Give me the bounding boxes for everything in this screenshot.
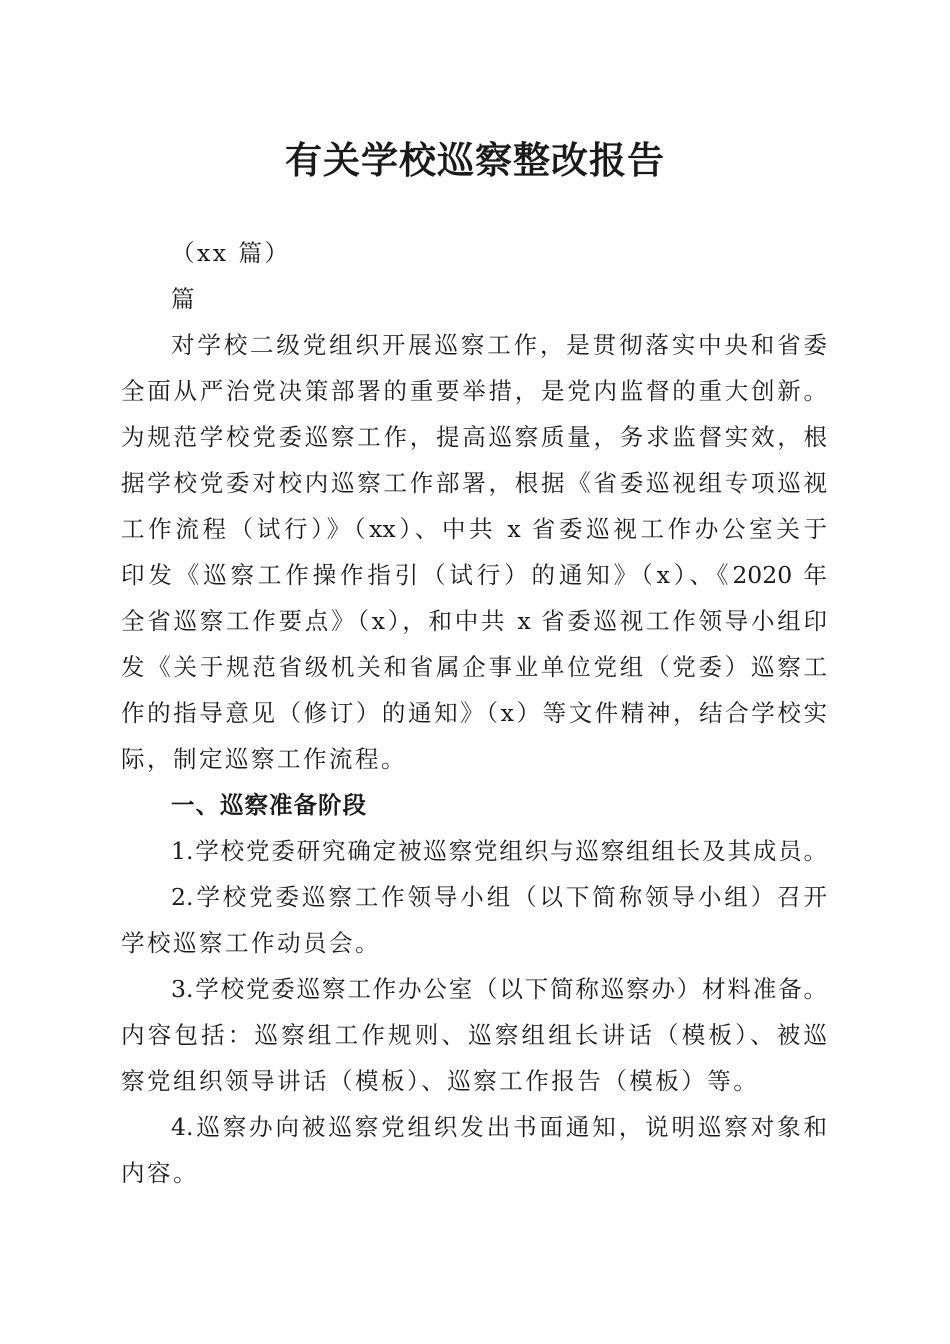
paragraph-line: 对学校二级党组织开展巡察工作，是贯彻落实中央和省委 <box>171 331 827 359</box>
list-item: 3.学校党委巡察工作办公室（以下简称巡察办）材料准备。 <box>171 975 827 1003</box>
document-title: 有关学校巡察整改报告 <box>285 138 665 182</box>
paragraph-line: 全省巡察工作要点》（x），和中共 x 省委巡视工作领导小组印 <box>121 607 827 635</box>
list-item-continuation: 内容。 <box>121 1159 199 1187</box>
section-heading: 一、巡察准备阶段 <box>171 791 367 819</box>
paragraph-line: 为规范学校党委巡察工作，提高巡察质量，务求监督实效，根 <box>121 423 827 451</box>
text-line: 篇 <box>171 285 197 313</box>
list-item-continuation: 察党组织领导讲话（模板）、巡察工作报告（模板）等。 <box>121 1067 760 1095</box>
document-body <box>121 230 827 1196</box>
list-item: 4.巡察办向被巡察党组织发出书面通知，说明巡察对象和 <box>171 1113 827 1141</box>
paragraph-line: 工作流程（试行）》（xx）、中共 x 省委巡视工作办公室关于 <box>121 515 827 543</box>
paragraph-line: 际，制定巡察工作流程。 <box>121 745 407 773</box>
paragraph-line: 作的指导意见（修订）的通知》（x）等文件精神，结合学校实 <box>121 699 827 727</box>
paragraph-line: 据学校党委对校内巡察工作部署，根据《省委巡视组专项巡视 <box>121 469 827 497</box>
list-item-continuation: 内容包括：巡察组工作规则、巡察组组长讲话（模板）、被巡 <box>121 1021 827 1049</box>
paragraph-line: 印发《巡察工作操作指引（试行）的通知》（x）、《2020 年 <box>121 561 827 589</box>
list-item: 1.学校党委研究确定被巡察党组织与巡察组组长及其成员。 <box>171 837 827 865</box>
list-item-continuation: 学校巡察工作动员会。 <box>121 929 381 957</box>
paragraph-line: 发《关于规范省级机关和省属企事业单位党组（党委）巡察工 <box>121 653 827 681</box>
paragraph-line: 全面从严治党决策部署的重要举措，是党内监督的重大创新。 <box>121 377 827 405</box>
subtitle-line: （xx 篇） <box>171 239 291 267</box>
list-item: 2.学校党委巡察工作领导小组（以下简称领导小组）召开 <box>171 883 827 911</box>
